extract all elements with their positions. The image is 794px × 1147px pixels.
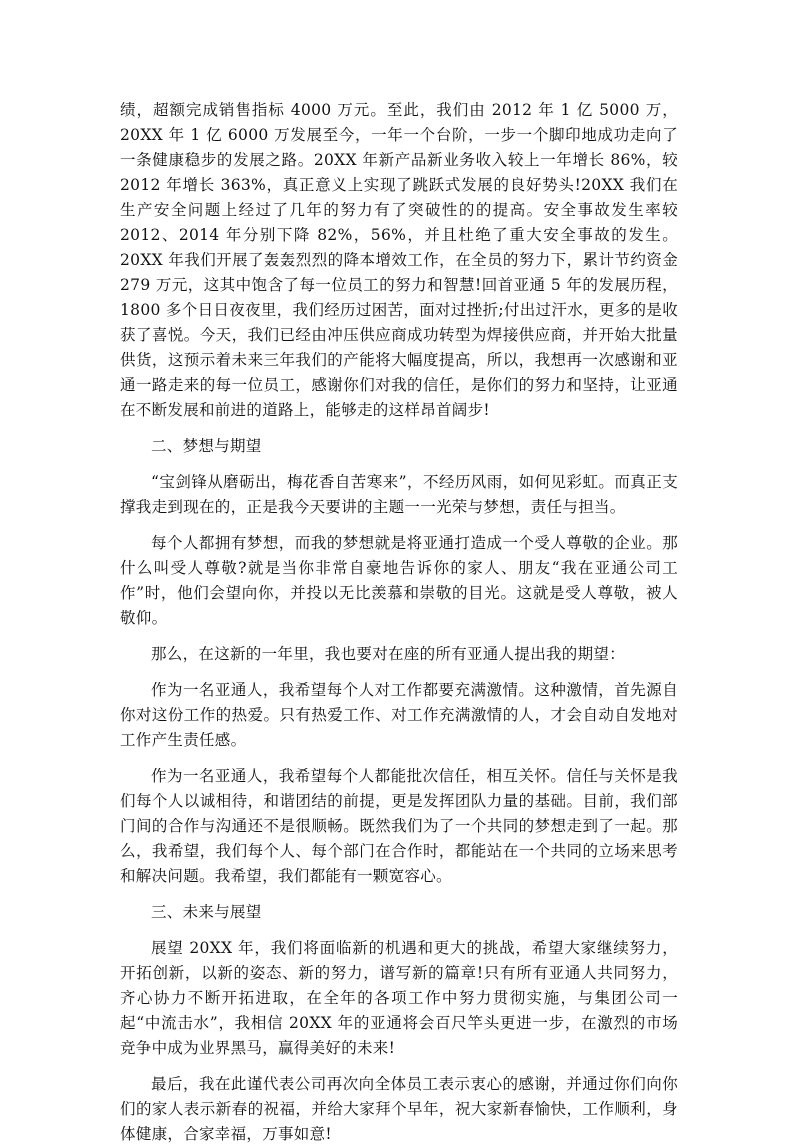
document-body <box>120 98 678 1147</box>
paragraph-achievements: 绩，超额完成销售指标 4000 万元。至此，我们由 2012 年 1 亿 5000 万，20XX 年 1 亿 6000 万发展至今，一年一个台阶，一步一个脚印地成功走向了一条健康稳步的发展之路。20XX 年新产品新业务收入较上一年增长 86%，较 2012 年增长 363%，真正意义上实现了跳跃式发展的良好势头!20XX 我们在生产安全问题上经过了几年的努力有了突破性的的提高。安全事故发生率较 2012、2014 年分别下降 82%，56%，并且杜绝了重大安全事故的发生。20XX 年我们开展了轰轰烈烈的降本增效工作，在全员的努力下，累计节约资金 279 万元，这其中饱含了每一位员工的努力和智慧!回首亚通 5 年的发展历程，1800 多个日日夜夜里，我们经历过困苦，面对过挫折;付出过汗水，更多的是收获了喜悦。今天，我们已经由冲压供应商成功转型为焊接供应商，并开始大批量供货，这预示着未来三年我们的产能将大幅度提高，所以，我想再一次感谢和亚通一路走来的每一位员工，感谢你们对我的信任，是你们的努力和坚持，让亚通在不断发展和前进的道路上，能够走的这样昂首阔步! <box>120 101 678 419</box>
paragraph-dream: 每个人都拥有梦想，而我的梦想就是将亚通打造成一个受人尊敬的企业。那什么叫受人尊敬?就是当你非常自豪地告诉你的家人、朋友“我在亚通公司工作”时，他们会望向你，并投以无比羡慕和崇敬的目光。这就是受人尊敬，被人敬仰。 <box>120 534 678 627</box>
paragraph-passion: 作为一名亚通人，我希望每个人对工作都要充满激情。这种激情，首先源自你对这份工作的热爱。只有热爱工作、对工作充满激情的人，才会自动自发地对工作产生责任感。 <box>120 681 678 749</box>
paragraph-quote: “宝剑锋从磨砺出，梅花香自苦寒来”，不经历风雨，如何见彩虹。而真正支撑我走到现在的，正是我今天要讲的主题一一光荣与梦想，责任与担当。 <box>120 473 678 516</box>
paragraph-trust: 作为一名亚通人，我希望每个人都能批次信任，相互关怀。信任与关怀是我们每个人以诚相待，和谐团结的前提，更是发挥团队力量的基础。目前，我们部门间的合作与沟通还不是很顺畅。既然我们为了一个共同的梦想走到了一起。那么，我希望，我们每个人、每个部门在合作时，都能站在一个共同的立场来思考和解决问题。我希望，我们都能有一颗宽容心。 <box>120 767 678 885</box>
paragraph-outlook: 展望 20XX 年，我们将面临新的机遇和更大的挑战，希望大家继续努力，开拓创新，以新的姿态、新的努力，谱写新的篇章!只有所有亚通人共同努力，齐心协力不断开拓进取，在全年的各项工作中努力贯彻实施，与集团公司一起“中流击水”，我相信 20XX 年的亚通将会百尺竿头更进一步，在激烈的市场竞争中成为业界黑马，赢得美好的未来! <box>120 939 678 1057</box>
paragraph-expectation-intro: 那么，在这新的一年里，我也要对在座的所有亚通人提出我的期望： <box>151 645 626 663</box>
section-heading-future: 三、未来与展望 <box>151 903 262 921</box>
paragraph-closing: 最后，我在此谨代表公司再次向全体员工表示衷心的感谢，并通过你们向你们的家人表示新春的祝福，并给大家拜个早年，祝大家新春愉快，工作顺利，身体健康，合家幸福，万事如意! <box>120 1075 678 1143</box>
section-heading-dreams: 二、梦想与期望 <box>151 437 262 455</box>
